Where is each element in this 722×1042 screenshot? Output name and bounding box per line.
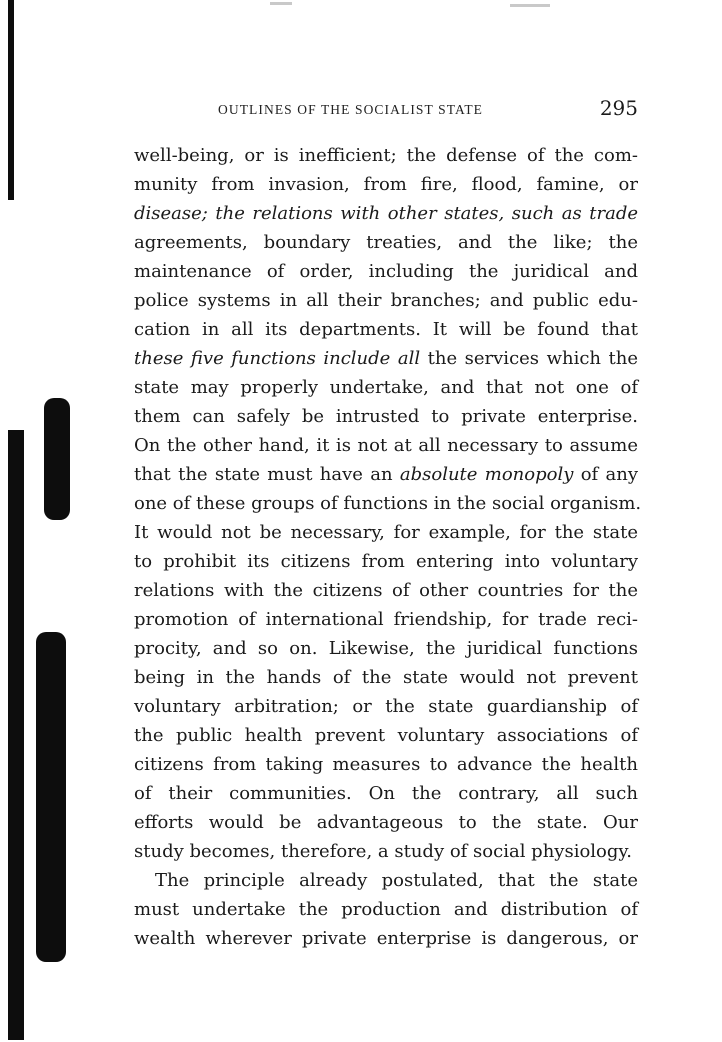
italic-text: the relations with other states, such as trade [215,203,638,224]
text-line: procity, and so on. Likewise, the juridical functions [134,638,638,659]
text-line: relations with the citizens of other countries for the [134,580,638,601]
text-line: the public health prevent voluntary associations of [134,725,638,746]
italic-text: absolute monopoly [399,464,574,485]
text-line: cation in all its departments. It will be found that [134,319,638,340]
binding-edge-bar-top [8,0,14,200]
text-line: efforts would be advantageous to the state. Our [134,812,638,833]
text-line: It would not be necessary, for example, for the state [134,522,638,543]
text-line: study becomes, therefore, a study of social physiology. [134,841,632,862]
text-line: them can safely be intrusted to private enterprise. [134,406,638,427]
italic-text: disease; [134,203,208,224]
text-line: agreements, boundary treaties, and the like; the [134,232,638,253]
text-line: these five functions include all the services which the [134,348,639,369]
text-line: must undertake the production and distribution of [134,899,638,920]
scan-speck-2 [510,4,550,7]
text-line: The principle already postulated, that the state [155,870,638,891]
page-number: 295 [599,96,638,120]
text-line: state may properly undertake, and that not one of [134,377,638,398]
text-line: wealth wherever private enterprise is dangerous, or [134,928,638,949]
binding-edge-bar-upper [44,398,70,520]
text-line: munity from invasion, from fire, flood, famine, or [134,174,638,195]
binding-edge-bar-lower [36,632,66,962]
italic-text: these five functions include all [134,348,421,369]
text-line: police systems in all their branches; and public edu- [134,290,638,311]
text-line: of their communities. On the contrary, all such [134,783,638,804]
text-line: maintenance of order, including the juridical and [134,261,638,282]
running-header [134,96,638,126]
text-line: one of these groups of functions in the social organism. [134,493,642,514]
text-line: voluntary arbitration; or the state guardianship of [134,696,638,717]
text-line [134,199,638,228]
binding-edge-bar-left [8,430,24,1040]
text-line: well-being, or is inefficient; the defense of the com- [134,145,638,166]
text-line: promotion of international friendship, for trade reci- [134,609,638,630]
text-line: citizens from taking measures to advance the health [134,754,638,775]
text-line: On the other hand, it is not at all necessary to assume [134,435,638,456]
text-line: to prohibit its citizens from entering into voluntary [134,551,638,572]
running-title: OUTLINES OF THE SOCIALIST STATE [218,102,484,117]
text-line: being in the hands of the state would not prevent [134,667,638,688]
text-line: that the state must have an absolute monopoly of any [134,464,639,485]
scan-speck-1 [270,2,292,5]
